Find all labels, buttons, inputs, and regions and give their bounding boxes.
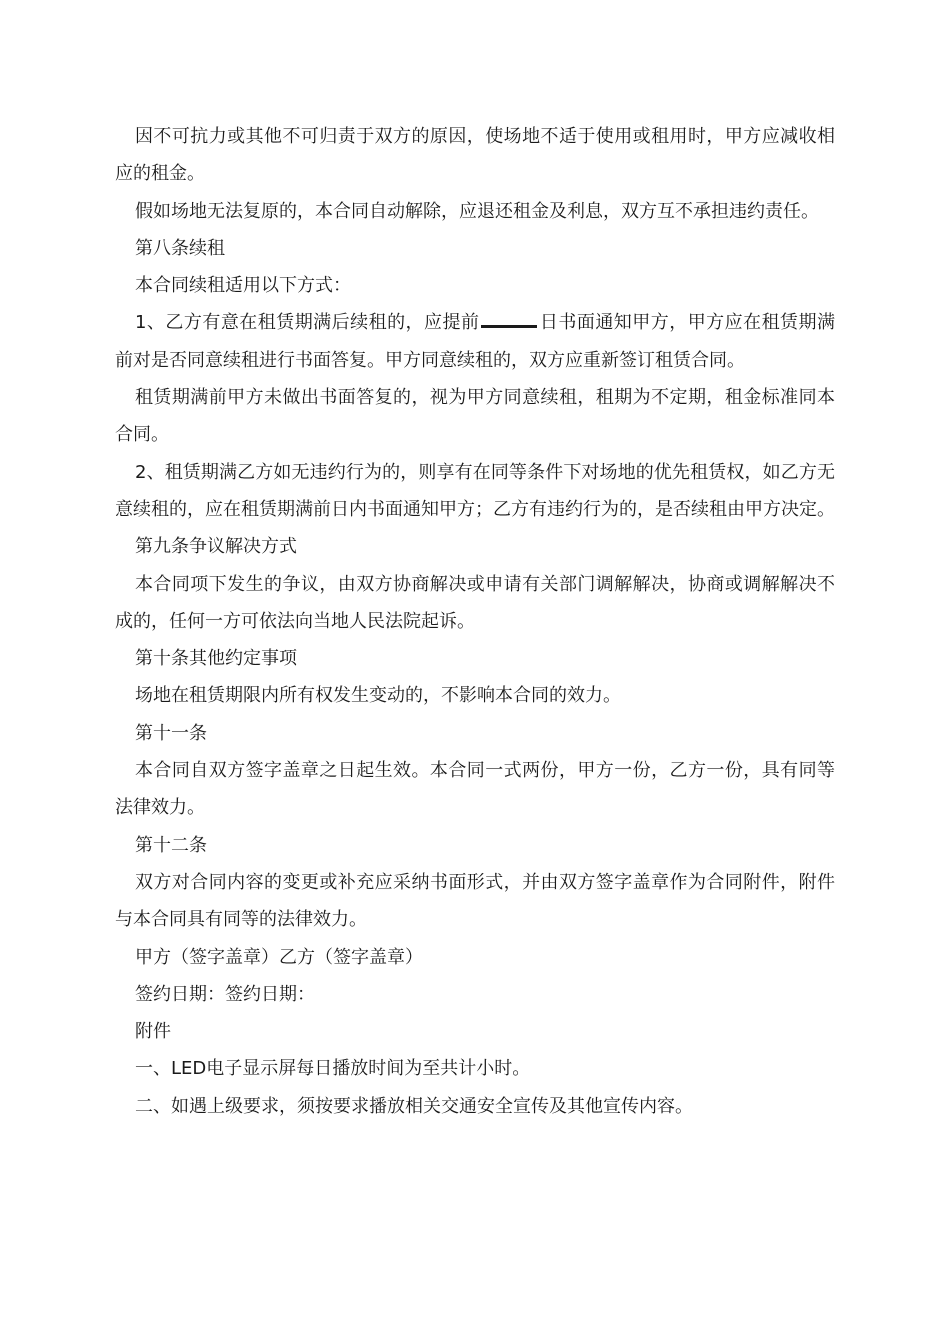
attachment-item-2: 二、如遇上级要求，须按要求播放相关交通安全宣传及其他宣传内容。 [135, 1095, 693, 1117]
paragraph-amendment: 双方对合同内容的变更或补充应采纳书面形式，并由双方签字盖章作为合同附件，附件与本合同具有同等的法律效力。 [115, 871, 835, 931]
paragraph-dispute: 本合同项下发生的争议，由双方协商解决或申请有关部门调解解决，协商或调解解决不成的，任何一方可依法向当地人民法院起诉。 [115, 573, 835, 632]
fill-in-blank [481, 310, 537, 328]
heading-article-9: 第九条争议解决方式 [135, 536, 297, 558]
paragraph-renewal-no-reply: 租赁期满前甲方未做出书面答复的，视为甲方同意续租，租期为不定期，租金标准同本合同。 [115, 387, 835, 446]
heading-attachment: 附件 [135, 1021, 171, 1043]
paragraph-termination: 假如场地无法复原的，本合同自动解除，应退还租金及利息，双方互不承担违约责任。 [135, 200, 819, 222]
paragraph-effective: 本合同自双方签字盖章之日起生效。本合同一式两份，甲方一份，乙方一份，具有同等法律效力。 [115, 760, 835, 819]
renewal-1-text-after: 日书面通知甲方，甲方应在租赁期满前对是否同意续租进行书面答复。甲方同意续租的，双方应重新签订租赁合同。 [115, 312, 836, 371]
document-body [115, 118, 835, 1125]
paragraph-ownership-change: 场地在租赁期限内所有权发生变动的，不影响本合同的效力。 [135, 685, 621, 707]
paragraph-force-majeure: 因不可抗力或其他不可归责于双方的原因，使场地不适于使用或租用时，甲方应减收相应的租金。 [115, 126, 835, 185]
paragraph-renewal-1 [115, 304, 835, 379]
heading-article-10: 第十条其他约定事项 [135, 648, 297, 670]
heading-article-11: 第十一条 [135, 722, 207, 744]
heading-article-8: 第八条续租 [135, 237, 225, 259]
heading-article-12: 第十二条 [135, 834, 207, 856]
paragraph-renewal-intro: 本合同续租适用以下方式： [135, 275, 351, 297]
signing-date-line: 签约日期：签约日期： [135, 983, 315, 1005]
attachment-item-1: 一、LED电子显示屏每日播放时间为至共计小时。 [135, 1058, 531, 1080]
paragraph-renewal-2: 2、租赁期满乙方如无违约行为的，则享有在同等条件下对场地的优先租赁权，如乙方无意续租的，应在租赁期满前日内书面通知甲方；乙方有违约行为的，是否续租由甲方决定。 [115, 461, 835, 520]
renewal-1-text-before: 1、乙方有意在租赁期满后续租的，应提前 [135, 312, 480, 334]
signature-line: 甲方（签字盖章）乙方（签字盖章） [135, 946, 423, 968]
